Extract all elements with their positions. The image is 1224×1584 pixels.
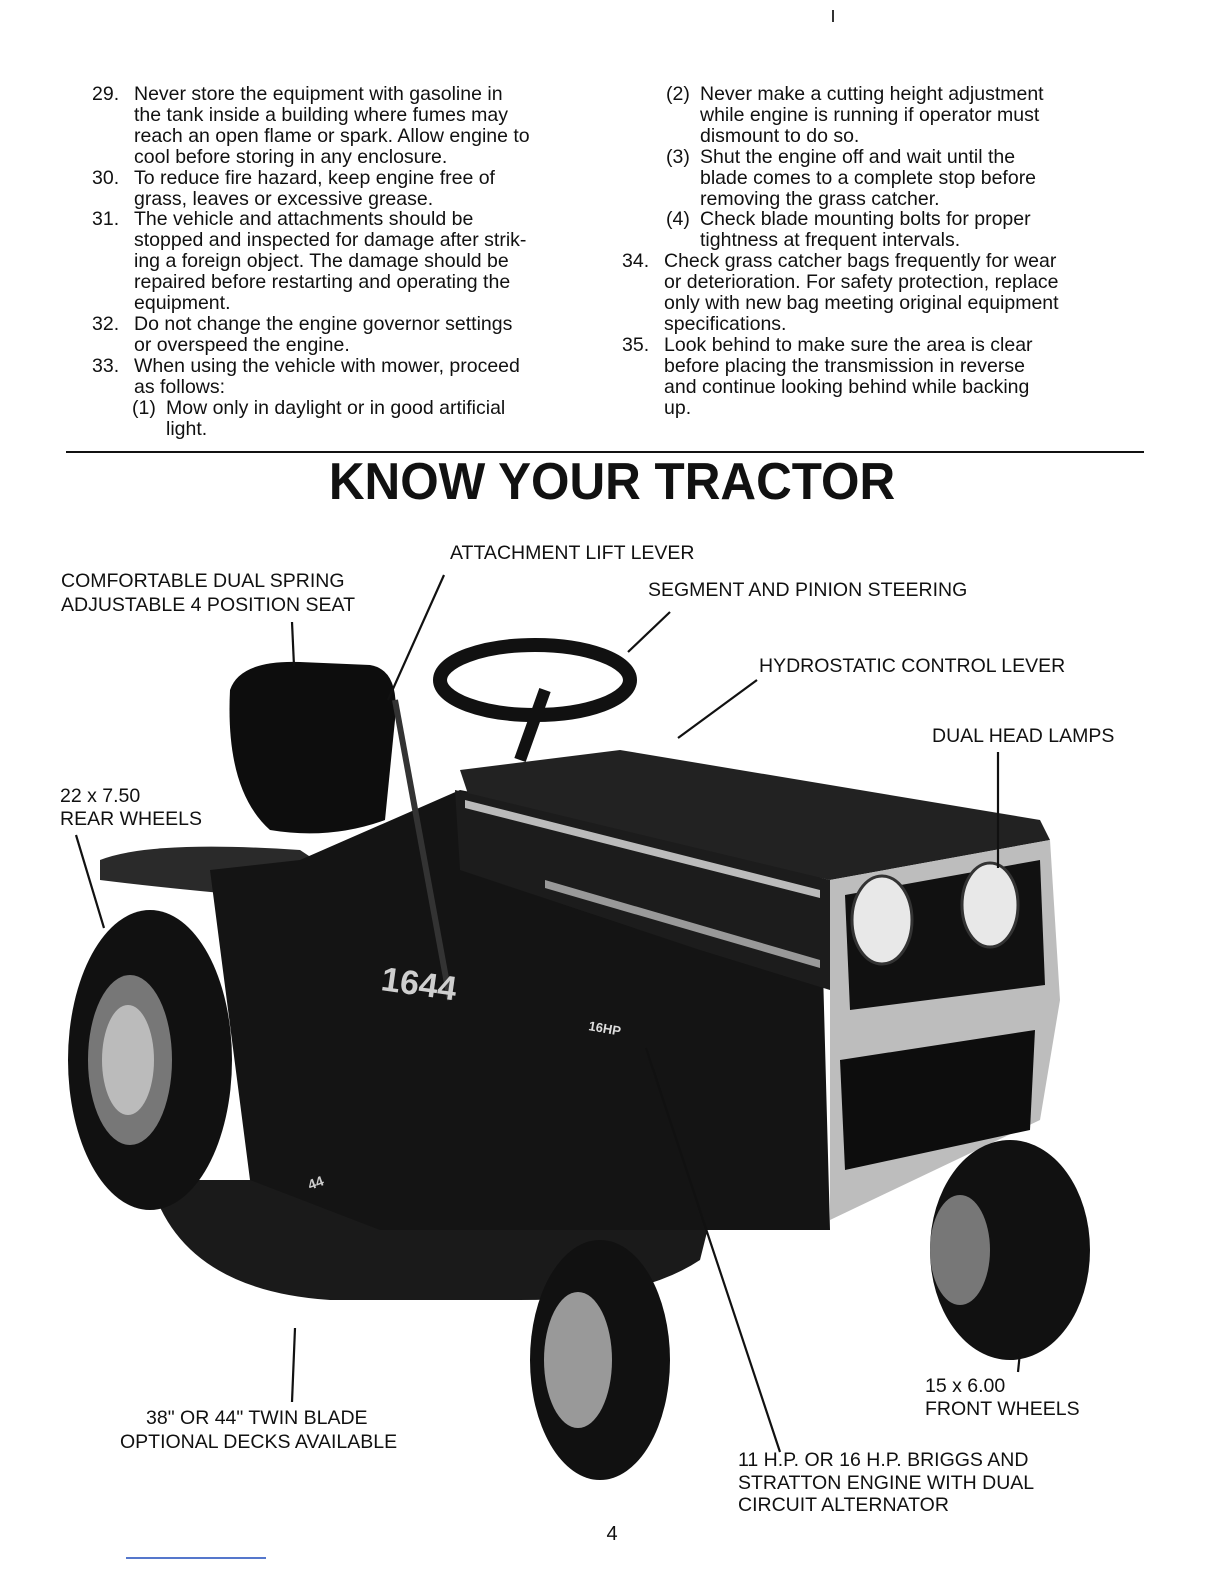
deck-decal: 44 bbox=[305, 1172, 326, 1193]
page-title: KNOW YOUR TRACTOR bbox=[328, 453, 896, 511]
hp-decal: 16HP bbox=[587, 1018, 623, 1039]
leader-hydrostatic bbox=[678, 680, 757, 738]
rule-text: Do not change the engine governor settings or overspeed the engine. bbox=[134, 312, 513, 356]
rule-number: 29. bbox=[92, 83, 120, 105]
rule-number: 31. bbox=[92, 208, 120, 231]
callout-decks-line1: 38" OR 44" TWIN BLADE bbox=[146, 1407, 368, 1429]
rule-number: 34. bbox=[622, 250, 650, 273]
callout-rear-wheels: REAR WHEELS bbox=[60, 808, 202, 830]
callout-front-wheels: FRONT WHEELS bbox=[925, 1398, 1080, 1420]
callout-engine-line1: 11 H.P. OR 16 H.P. BRIGGS AND bbox=[738, 1449, 1029, 1471]
head-lamp-right bbox=[962, 863, 1018, 947]
rule-text: Check grass catcher bags frequently for wear or deterioration. For safety protection, replace only with new bag meeting original equipment specifications. bbox=[664, 250, 1059, 335]
head-lamp-left bbox=[852, 876, 912, 964]
rule-text: The vehicle and attachments should be stopped and inspected for damage after strik- ing a foreign object. The damage should be repaired before restarting and operating the equipment. bbox=[134, 208, 527, 315]
front-wheel-left-rim bbox=[544, 1292, 612, 1428]
sub-rule-number: (2) bbox=[666, 83, 690, 105]
sub-rule-number: (3) bbox=[666, 145, 690, 168]
callout-hydrostatic: HYDROSTATIC CONTROL LEVER bbox=[759, 655, 1066, 677]
rule-number: 33. bbox=[92, 354, 120, 377]
callout-steering: SEGMENT AND PINION STEERING bbox=[648, 579, 968, 601]
rule-text: To reduce fire hazard, keep engine free of grass, leaves or excessive grease. bbox=[134, 166, 495, 210]
model-decal: 1644 bbox=[378, 960, 460, 1009]
rear-wheel-hub bbox=[102, 1005, 154, 1115]
sub-rule-text: Mow only in daylight or in good artificial light. bbox=[166, 396, 506, 440]
steering-column bbox=[520, 690, 545, 760]
sub-rule-number: (1) bbox=[132, 396, 156, 419]
seat bbox=[230, 662, 396, 833]
sub-rule-text: Check blade mounting bolts for proper tightness at frequent intervals. bbox=[700, 208, 1031, 252]
callout-engine-line2: STRATTON ENGINE WITH DUAL bbox=[738, 1472, 1035, 1494]
callout-front-wheels-size: 15 x 6.00 bbox=[925, 1375, 1006, 1397]
callout-decks-line2: OPTIONAL DECKS AVAILABLE bbox=[120, 1431, 398, 1453]
leader-rear-wheels bbox=[76, 835, 104, 928]
leader-steering bbox=[628, 612, 670, 652]
callout-engine-line3: CIRCUIT ALTERNATOR bbox=[738, 1494, 949, 1516]
rule-number: 32. bbox=[92, 312, 120, 335]
page-number: 4 bbox=[606, 1523, 618, 1545]
rule-text: Never store the equipment with gasoline in the tank inside a building where fumes may reach an open flame or spark. Allow engine to cool before storing in any enclosure. bbox=[134, 83, 530, 168]
rule-text: Look behind to make sure the area is clear before placing the transmission in reverse and continue looking behind while backing up. bbox=[664, 333, 1033, 419]
leader-seat bbox=[292, 622, 294, 666]
sub-rule-text: Never make a cutting height adjustment while engine is running if operator must dismount to do so. bbox=[700, 83, 1044, 147]
callout-seat-line2: ADJUSTABLE 4 POSITION SEAT bbox=[61, 594, 356, 616]
scan-artifact-line bbox=[126, 1557, 266, 1559]
sub-rule-number: (4) bbox=[666, 208, 690, 231]
callout-seat-line1: COMFORTABLE DUAL SPRING bbox=[61, 570, 345, 592]
rule-number: 35. bbox=[622, 333, 650, 356]
leader-decks bbox=[292, 1328, 295, 1402]
sub-rule-text: Shut the engine off and wait until the blade comes to a complete stop before removing the grass catcher. bbox=[700, 145, 1037, 210]
callout-attachment-lift-lever: ATTACHMENT LIFT LEVER bbox=[450, 542, 695, 564]
callout-rear-wheels-size: 22 x 7.50 bbox=[60, 785, 141, 807]
front-wheel-right-rim bbox=[930, 1195, 990, 1305]
rule-number: 30. bbox=[92, 166, 120, 189]
rule-text: When using the vehicle with mower, proceed as follows: bbox=[134, 354, 520, 398]
callout-head-lamps: DUAL HEAD LAMPS bbox=[932, 725, 1115, 747]
